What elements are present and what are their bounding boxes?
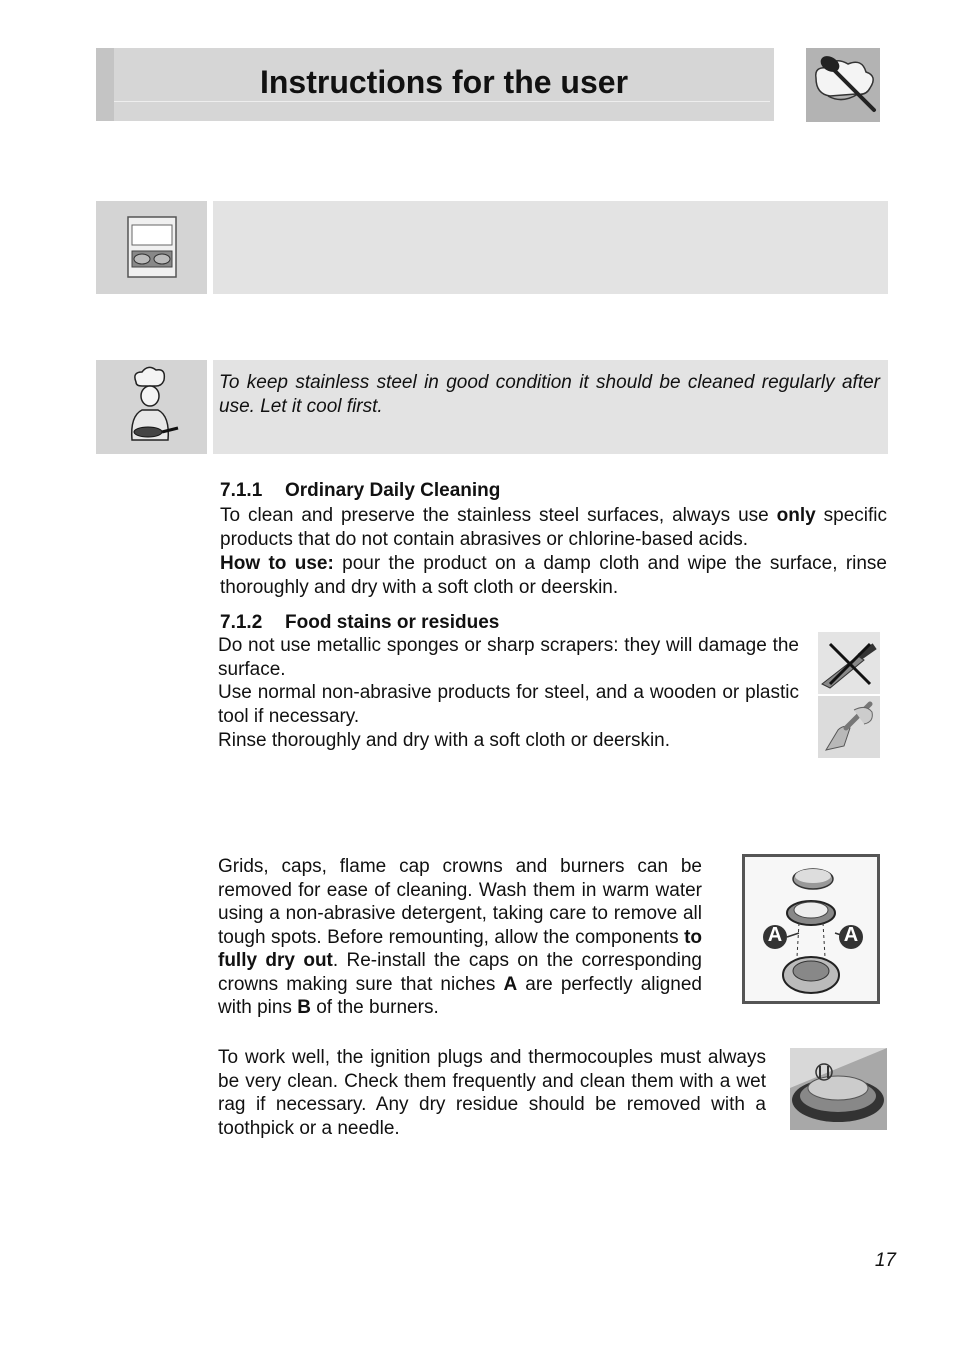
- chef-hat-spoon-icon: [806, 48, 880, 122]
- paragraph-rinse: Rinse thoroughly and dry with a soft cloth or deerskin.: [218, 730, 671, 751]
- text-run: To clean and preserve the stainless steel surfaces, always use: [220, 505, 777, 526]
- section-heading-711: [220, 480, 500, 502]
- section-heading-712: [220, 612, 499, 634]
- paragraph-products: [220, 504, 887, 551]
- wooden-spatula-icon: [818, 696, 880, 758]
- burner-assembly-icon: [742, 854, 880, 1004]
- page-title: Instructions for the user: [259, 64, 629, 100]
- niche-label-a-right: A: [843, 924, 859, 946]
- paragraph-ignition: To work well, the ignition plugs and thermocouples must always be very clean. Check them frequently and clean them with a wet rag if necessary. Any dry residue should be removed with a toothpick or a needle.: [218, 1047, 766, 1139]
- paragraph-no-metal: Do not use metallic sponges or sharp scrapers: they will damage the surface.: [218, 635, 799, 680]
- text-run: are perfectly aligned with pins: [218, 973, 702, 1018]
- no-knife-icon: [818, 632, 880, 694]
- page-number: 17: [874, 1250, 896, 1271]
- ignition-plug-icon: [790, 1048, 887, 1130]
- text-run: Grids, caps, flame cap crowns and burners can be removed for ease of cleaning. Wash them in warm water using a non-abrasive detergent, taking care to remove all tough spots. Before remounting, allow the components: [218, 856, 702, 948]
- header-divider: [114, 101, 770, 102]
- paragraph-how-to-use: [220, 552, 887, 599]
- section-title: Ordinary Daily Cleaning: [285, 480, 501, 501]
- chef-icon: [96, 360, 207, 454]
- niche-label-a-left: A: [767, 924, 783, 946]
- note-text: To keep stainless steel in good condition it should be cleaned regularly after use. Let it cool first.: [219, 372, 880, 417]
- text-run-bold: A: [503, 973, 518, 995]
- text-run-bold: How to use:: [220, 553, 334, 574]
- section-title: Food stains or residues: [285, 612, 500, 633]
- paragraph-burners: [218, 855, 702, 1020]
- oven-door-icon: [96, 201, 207, 294]
- paragraph-non-abrasive: Use normal non-abrasive products for steel, and a wooden or plastic tool if necessary.: [218, 682, 799, 727]
- text-run-bold: to fully dry out: [218, 926, 702, 971]
- text-run: of the burners.: [310, 997, 439, 1018]
- text-run: specific products that do not contain abrasives or chlorine-based acids.: [220, 505, 887, 550]
- text-run: pour the product on a damp cloth and wipe the surface, rinse thoroughly and dry with a soft cloth or deerskin.: [220, 553, 887, 598]
- text-run-bold: B: [297, 997, 311, 1018]
- section-number: 7.1.2: [220, 612, 263, 633]
- section-banner: [213, 201, 888, 294]
- text-run: . Re-install the caps on the corresponding crowns making sure that niches: [218, 950, 702, 995]
- section-number: 7.1.1: [220, 480, 263, 501]
- text-run-bold: only: [776, 505, 816, 526]
